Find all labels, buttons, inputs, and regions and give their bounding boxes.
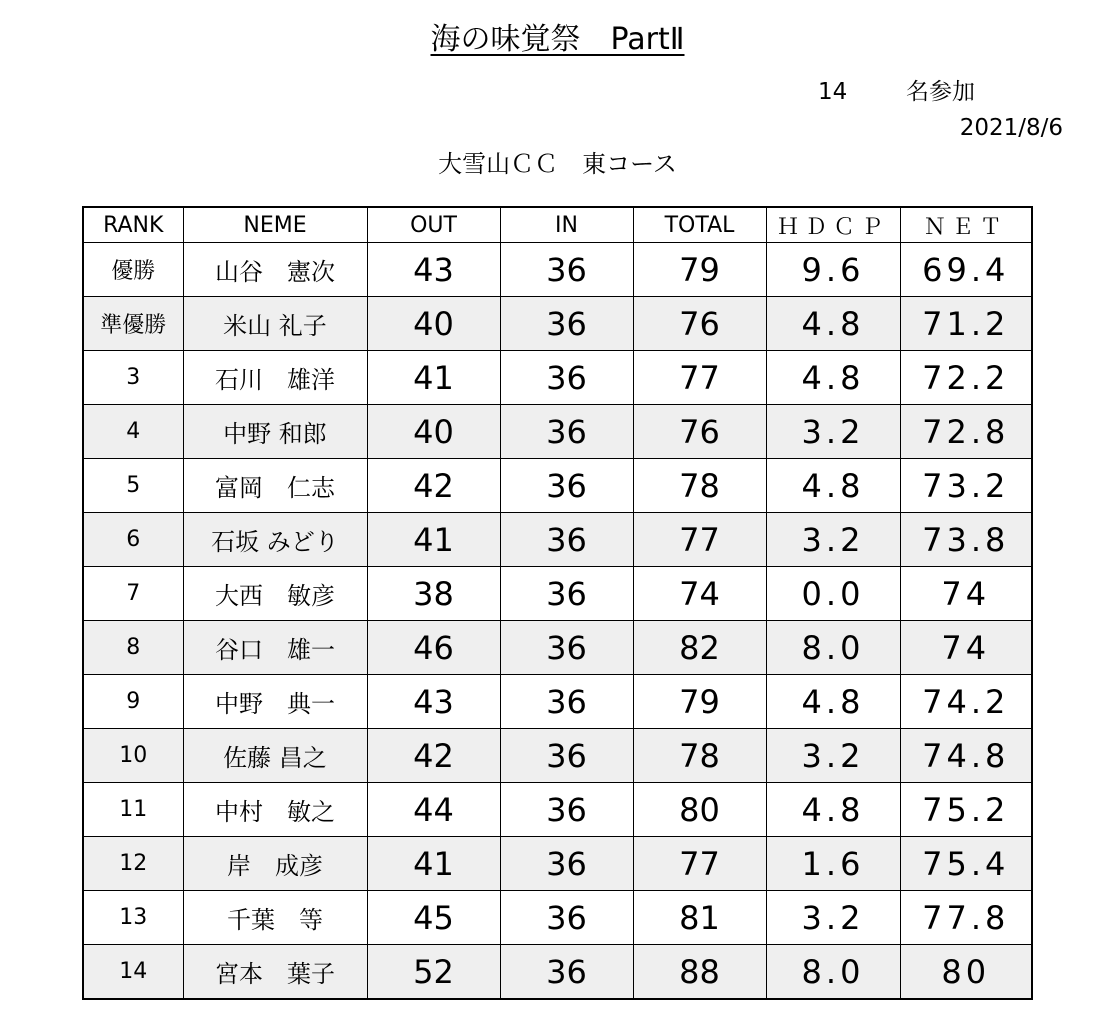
name-cell: 佐藤 昌之 xyxy=(183,729,367,783)
name-cell: 石川 雄洋 xyxy=(183,351,367,405)
out-cell: 41 xyxy=(367,513,500,567)
header-hdcp: ＨＤＣＰ xyxy=(766,207,900,243)
in-cell: 36 xyxy=(500,783,633,837)
total-cell: 81 xyxy=(633,891,766,945)
total-cell: 77 xyxy=(633,351,766,405)
out-cell: 43 xyxy=(367,675,500,729)
out-cell: 42 xyxy=(367,729,500,783)
rank-cell: 優勝 xyxy=(83,243,183,297)
in-cell: 36 xyxy=(500,675,633,729)
hdcp-cell: 8.0 xyxy=(766,621,900,675)
rank-cell: 12 xyxy=(83,837,183,891)
rank-cell: 9 xyxy=(83,675,183,729)
in-cell: 36 xyxy=(500,945,633,1000)
name-cell: 中野 和郎 xyxy=(183,405,367,459)
net-cell: 71.2 xyxy=(900,297,1032,351)
in-cell: 36 xyxy=(500,297,633,351)
name-cell: 谷口 雄一 xyxy=(183,621,367,675)
name-cell: 千葉 等 xyxy=(183,891,367,945)
name-cell: 中村 敏之 xyxy=(183,783,367,837)
in-cell: 36 xyxy=(500,243,633,297)
net-cell: 74 xyxy=(900,567,1032,621)
net-cell: 73.2 xyxy=(900,459,1032,513)
out-cell: 41 xyxy=(367,837,500,891)
table-row xyxy=(83,513,1032,567)
table-row xyxy=(83,729,1032,783)
name-cell: 中野 典一 xyxy=(183,675,367,729)
rank-cell: 5 xyxy=(83,459,183,513)
hdcp-cell: 1.6 xyxy=(766,837,900,891)
header-in: IN xyxy=(500,207,633,243)
rank-cell: 4 xyxy=(83,405,183,459)
table-row xyxy=(83,891,1032,945)
rank-cell: 8 xyxy=(83,621,183,675)
table-row xyxy=(83,243,1032,297)
net-cell: 73.8 xyxy=(900,513,1032,567)
table-row xyxy=(83,621,1032,675)
net-cell: 72.2 xyxy=(900,351,1032,405)
table-row xyxy=(83,297,1032,351)
name-cell: 石坂 みどり xyxy=(183,513,367,567)
hdcp-cell: 4.8 xyxy=(766,459,900,513)
table-row xyxy=(83,351,1032,405)
total-cell: 88 xyxy=(633,945,766,1000)
net-cell: 75.2 xyxy=(900,783,1032,837)
name-cell: 大西 敏彦 xyxy=(183,567,367,621)
total-cell: 77 xyxy=(633,837,766,891)
rank-cell: 14 xyxy=(83,945,183,1000)
table-row xyxy=(83,945,1032,1000)
rank-cell: 3 xyxy=(83,351,183,405)
in-cell: 36 xyxy=(500,351,633,405)
out-cell: 40 xyxy=(367,297,500,351)
total-cell: 76 xyxy=(633,405,766,459)
in-cell: 36 xyxy=(500,405,633,459)
name-cell: 山谷 憲次 xyxy=(183,243,367,297)
hdcp-cell: 4.8 xyxy=(766,675,900,729)
net-cell: 69.4 xyxy=(900,243,1032,297)
total-cell: 77 xyxy=(633,513,766,567)
rank-cell: 13 xyxy=(83,891,183,945)
hdcp-cell: 3.2 xyxy=(766,405,900,459)
participant-count-value: 14 xyxy=(818,79,848,105)
in-cell: 36 xyxy=(500,513,633,567)
total-cell: 78 xyxy=(633,729,766,783)
total-cell: 76 xyxy=(633,297,766,351)
total-cell: 78 xyxy=(633,459,766,513)
hdcp-cell: 8.0 xyxy=(766,945,900,1000)
total-cell: 79 xyxy=(633,675,766,729)
total-cell: 74 xyxy=(633,567,766,621)
net-cell: 72.8 xyxy=(900,405,1032,459)
total-cell: 79 xyxy=(633,243,766,297)
page-title xyxy=(0,18,1115,62)
name-cell: 岸 成彦 xyxy=(183,837,367,891)
rank-cell: 11 xyxy=(83,783,183,837)
out-cell: 43 xyxy=(367,243,500,297)
out-cell: 46 xyxy=(367,621,500,675)
hdcp-cell: 4.8 xyxy=(766,783,900,837)
rank-cell: 10 xyxy=(83,729,183,783)
net-cell: 74.2 xyxy=(900,675,1032,729)
net-cell: 75.4 xyxy=(900,837,1032,891)
total-cell: 82 xyxy=(633,621,766,675)
out-cell: 40 xyxy=(367,405,500,459)
net-cell: 74 xyxy=(900,621,1032,675)
rank-cell: 7 xyxy=(83,567,183,621)
out-cell: 52 xyxy=(367,945,500,1000)
in-cell: 36 xyxy=(500,567,633,621)
table-row xyxy=(83,567,1032,621)
out-cell: 38 xyxy=(367,567,500,621)
hdcp-cell: 3.2 xyxy=(766,729,900,783)
rank-cell: 6 xyxy=(83,513,183,567)
in-cell: 36 xyxy=(500,729,633,783)
net-cell: 74.8 xyxy=(900,729,1032,783)
header-row xyxy=(83,207,1032,243)
table-row xyxy=(83,459,1032,513)
event-date: 2021/8/6 xyxy=(959,115,1063,141)
table-row xyxy=(83,837,1032,891)
name-cell: 米山 礼子 xyxy=(183,297,367,351)
in-cell: 36 xyxy=(500,837,633,891)
hdcp-cell: 9.6 xyxy=(766,243,900,297)
hdcp-cell: 4.8 xyxy=(766,351,900,405)
name-cell: 宮本 葉子 xyxy=(183,945,367,1000)
hdcp-cell: 3.2 xyxy=(766,513,900,567)
hdcp-cell: 3.2 xyxy=(766,891,900,945)
in-cell: 36 xyxy=(500,621,633,675)
net-cell: 77.8 xyxy=(900,891,1032,945)
table-row xyxy=(83,405,1032,459)
header-net: ＮＥＴ xyxy=(900,207,1032,243)
rank-cell: 準優勝 xyxy=(83,297,183,351)
out-cell: 41 xyxy=(367,351,500,405)
participant-count xyxy=(818,76,975,108)
results-table xyxy=(82,206,1033,1000)
hdcp-cell: 0.0 xyxy=(766,567,900,621)
title-text: 海の味覚祭 PartⅡ xyxy=(430,22,685,57)
out-cell: 42 xyxy=(367,459,500,513)
total-cell: 80 xyxy=(633,783,766,837)
name-cell: 富岡 仁志 xyxy=(183,459,367,513)
net-cell: 80 xyxy=(900,945,1032,1000)
venue: 大雪山ＣＣ 東コース xyxy=(438,150,677,178)
out-cell: 44 xyxy=(367,783,500,837)
header-name: NEME xyxy=(183,207,367,243)
header-out: OUT xyxy=(367,207,500,243)
hdcp-cell: 4.8 xyxy=(766,297,900,351)
header-total: TOTAL xyxy=(633,207,766,243)
in-cell: 36 xyxy=(500,459,633,513)
out-cell: 45 xyxy=(367,891,500,945)
table-row xyxy=(83,783,1032,837)
header-rank: RANK xyxy=(83,207,183,243)
in-cell: 36 xyxy=(500,891,633,945)
table-row xyxy=(83,675,1032,729)
participant-count-label: 名参加 xyxy=(906,79,975,105)
